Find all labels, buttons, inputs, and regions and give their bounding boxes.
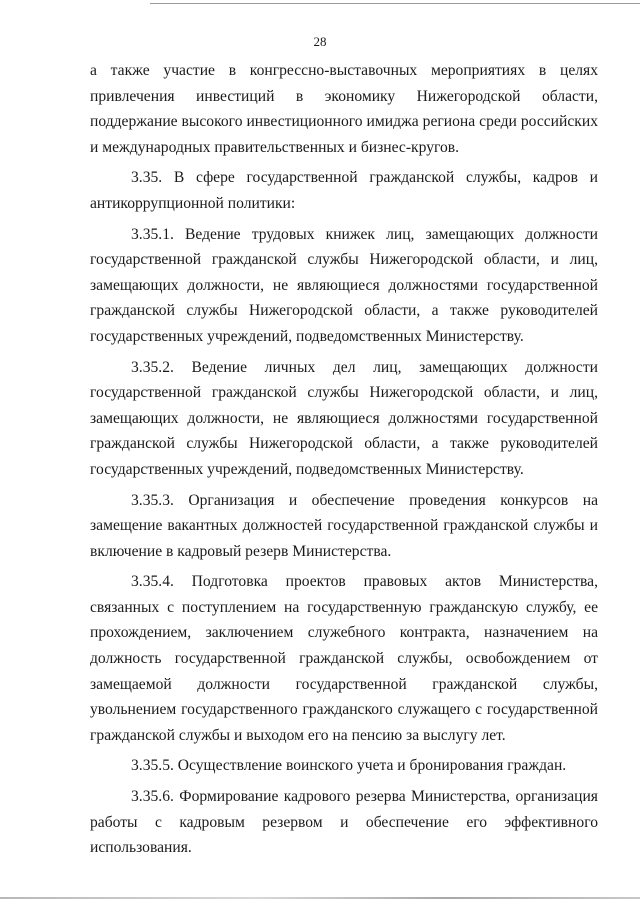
scan-edge-top xyxy=(150,3,640,4)
paragraph-3-35-2: 3.35.2. Ведение личных дел лиц, замещающих должности государственной гражданской службы Нижегородской области, и лиц, замещающих должности, не являющиеся должностями государственной гражданской службы Нижегородской области, а также руководителей государственных учреждений, подведомственных Министерству. xyxy=(90,358,598,478)
paragraph-3-35: 3.35. В сфере государственной гражданской службы, кадров и антикоррупционной политики: xyxy=(90,169,598,212)
paragraph-3-35-6: 3.35.6. Формирование кадрового резерва Министерства, организация работы с кадровым резервом и обеспечение его эффективного использования. xyxy=(90,788,598,857)
document-body xyxy=(90,58,598,861)
paragraph-3-35-3: 3.35.3. Организация и обеспечение проведения конкурсов на замещение вакантных должностей государственной гражданской службы и включение в кадровый резерв Министерства. xyxy=(90,491,598,560)
paragraph-continuation: а также участие в конгрессно-выставочных мероприятиях в целях привлечения инвестиций в экономику Нижегородской области, поддержание высокого инвестиционного имиджа региона среди российских и международных правительственных и бизнес-кругов. xyxy=(90,62,598,156)
scan-edge-bottom xyxy=(0,897,640,899)
paragraph-3-35-5: 3.35.5. Осуществление воинского учета и бронирования граждан. xyxy=(131,757,567,775)
page-number: 28 xyxy=(313,34,327,49)
paragraph-3-35-4: 3.35.4. Подготовка проектов правовых актов Министерства, связанных с поступлением на государственную гражданскую службу, ее прохождением, заключением служебного контракта, назначением на должность государственной гражданской службы, освобождением от замещаемой должности государственной гражданской службы, увольнением государственного гражданского служащего с государственной гражданской службы и выходом его на пенсию за выслугу лет. xyxy=(90,573,598,744)
paragraph-3-35-1: 3.35.1. Ведение трудовых книжек лиц, замещающих должности государственной гражданской службы Нижегородской области, и лиц, замещающих должности, не являющиеся должностями государственной гражданской службы Нижегородской области, а также руководителей государственных учреждений, подведомственных Министерству. xyxy=(90,225,598,345)
